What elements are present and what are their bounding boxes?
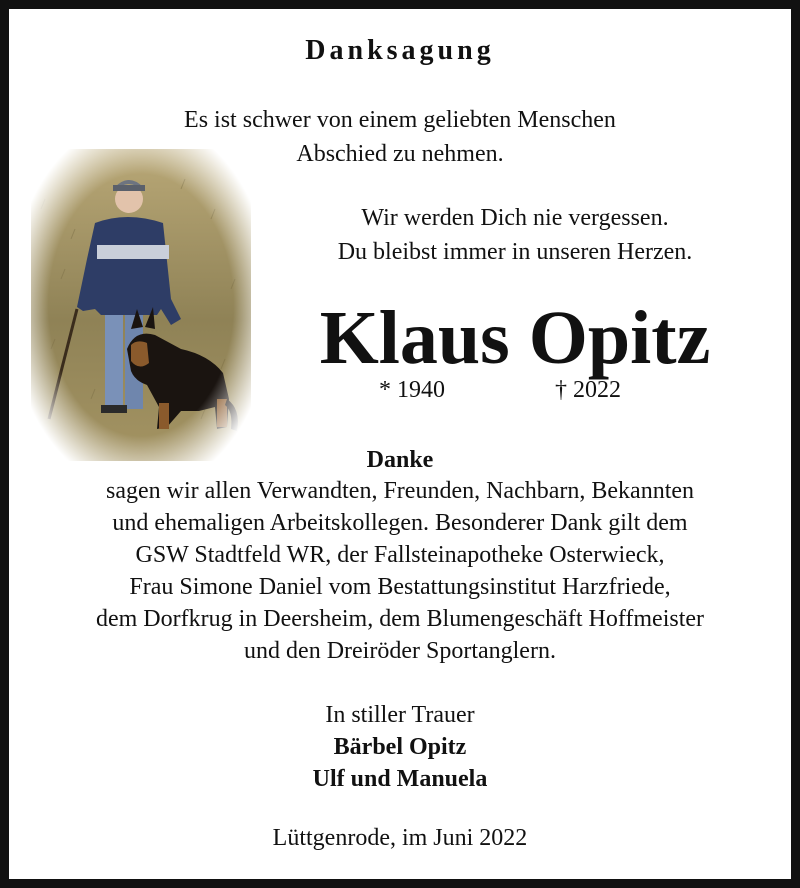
mourner-name [9, 731, 791, 763]
mourner-name-text: Ulf und Manuela [312, 766, 488, 792]
thanks-line: und den Dreiröder Sportanglern. [244, 638, 556, 664]
quote-line: Wir werden Dich nie vergessen. [361, 205, 669, 231]
mourning-intro: In stiller Trauer [325, 702, 475, 728]
memorial-quote [239, 201, 791, 269]
thanks-line: und ehemaligen Arbeitskollegen. Besonderer Dank gilt dem [112, 510, 688, 536]
mourner-name [9, 763, 791, 795]
deceased-name: Klaus Opitz [319, 296, 711, 380]
mourners-block [9, 699, 791, 795]
thanks-line: Frau Simone Daniel vom Bestattungsinstitut Harzfriede, [129, 574, 671, 600]
intro-line: Es ist schwer von einem geliebten Menschen [184, 107, 616, 133]
mourner-name-text: Bärbel Opitz [333, 734, 467, 760]
intro-line: Abschied zu nehmen. [296, 141, 504, 167]
photo-image [31, 149, 251, 461]
thanks-line: GSW Stadtfeld WR, der Fallsteinapotheke Osterwieck, [135, 542, 665, 568]
death-year: † 2022 [555, 377, 621, 403]
place-date: Lüttgenrode, im Juni 2022 [272, 825, 528, 851]
thanks-title: Danke [366, 447, 434, 473]
thanks-line: dem Dorfkrug in Deersheim, dem Blumengeschäft Hoffmeister [95, 606, 705, 632]
thanks-line: sagen wir allen Verwandten, Freunden, Nachbarn, Bekannten [105, 478, 695, 504]
birth-year: * 1940 [379, 377, 445, 403]
quote-line: Du bleibst immer in unseren Herzen. [337, 239, 693, 265]
thanks-body [9, 475, 791, 667]
photo-man-with-dog [31, 149, 251, 461]
heading: Danksagung [305, 35, 495, 66]
